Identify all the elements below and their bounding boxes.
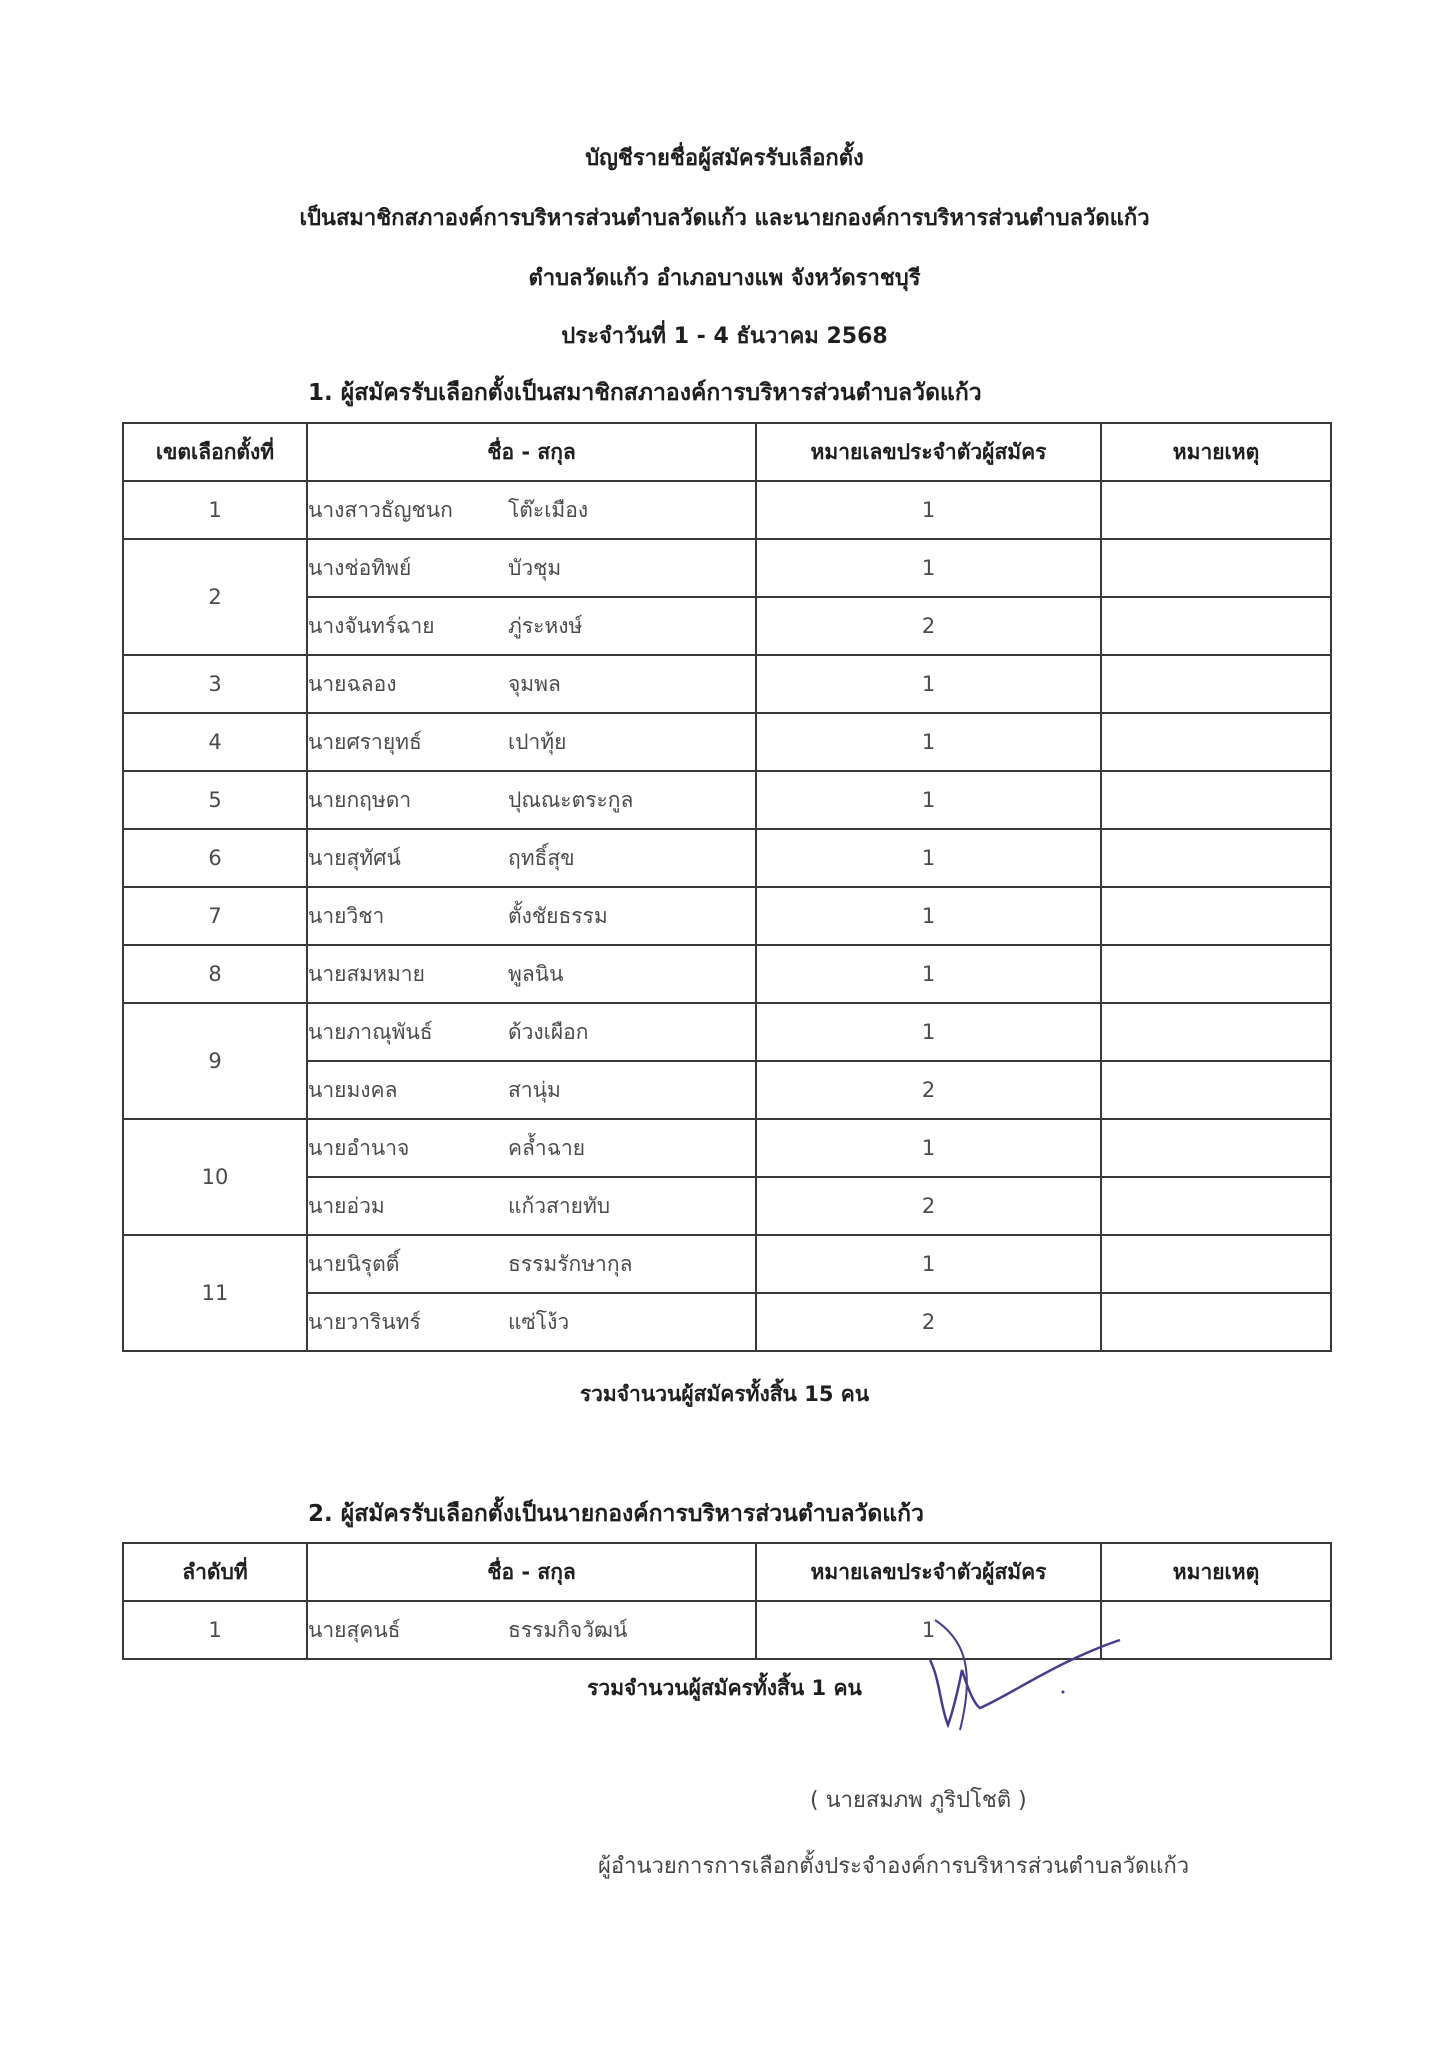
- candidate-first-name: นายวิชา: [308, 903, 385, 928]
- candidate-name: [307, 887, 756, 945]
- mayor-candidates-table: [122, 1542, 1332, 1660]
- document-title: บัญชีรายชื่อผู้สมัครรับเลือกตั้ง: [585, 146, 864, 171]
- candidate-remarks: [1101, 481, 1331, 539]
- candidate-remarks: [1101, 713, 1331, 771]
- date-line: ประจำวันที่ 1 - 4 ธันวาคม 2568: [561, 324, 888, 349]
- candidate-remarks: [1101, 1061, 1331, 1119]
- candidate-number: 1: [756, 481, 1101, 539]
- candidate-name: [307, 1177, 756, 1235]
- district-number: 10: [123, 1119, 307, 1235]
- column-header-number: หมายเลขประจำตัวผู้สมัคร: [756, 1543, 1101, 1601]
- candidate-number: 1: [756, 1003, 1101, 1061]
- candidate-remarks: [1101, 1177, 1331, 1235]
- candidate-last-name: แซ่โง้ว: [508, 1309, 570, 1334]
- section1-heading: 1. ผู้สมัครรับเลือกตั้งเป็นสมาชิกสภาองค์การบริหารส่วนตำบลวัดแก้ว: [308, 380, 982, 406]
- candidate-first-name: นายสุคนธ์: [308, 1617, 401, 1642]
- signature-dot: [1062, 1691, 1065, 1694]
- candidate-last-name: จุมพล: [508, 671, 561, 696]
- column-header-order: ลำดับที่: [123, 1543, 307, 1601]
- table-row: [123, 655, 1331, 713]
- column-header-name: ชื่อ - สกุล: [307, 1543, 756, 1601]
- column-header-remarks: หมายเหตุ: [1101, 1543, 1331, 1601]
- candidate-first-name: นายอ่วม: [308, 1193, 385, 1218]
- column-header-number: หมายเลขประจำตัวผู้สมัคร: [756, 423, 1101, 481]
- candidate-name: [307, 539, 756, 597]
- candidate-first-name: นายวารินทร์: [308, 1309, 421, 1334]
- candidate-first-name: นายกฤษดา: [308, 787, 412, 812]
- candidate-number: 2: [756, 1293, 1101, 1351]
- candidate-number: 1: [756, 887, 1101, 945]
- table-row: [123, 1003, 1331, 1061]
- document-subtitle: เป็นสมาชิกสภาองค์การบริหารส่วนตำบลวัดแก้ว และนายกองค์การบริหารส่วนตำบลวัดแก้ว: [299, 206, 1150, 231]
- candidate-remarks: [1101, 1293, 1331, 1351]
- candidate-name: [307, 945, 756, 1003]
- section2-heading: 2. ผู้สมัครรับเลือกตั้งเป็นนายกองค์การบริหารส่วนตำบลวัดแก้ว: [308, 1501, 924, 1527]
- table-row: [123, 945, 1331, 1003]
- table-row: [123, 829, 1331, 887]
- candidate-last-name: ธรรมกิจวัฒน์: [508, 1617, 628, 1642]
- candidate-first-name: นายฉลอง: [308, 671, 397, 696]
- candidate-number: 1: [756, 1601, 1101, 1659]
- district-number: 3: [123, 655, 307, 713]
- candidate-name: [307, 1293, 756, 1351]
- district-number: 1: [123, 481, 307, 539]
- district-number: 5: [123, 771, 307, 829]
- candidate-remarks: [1101, 1119, 1331, 1177]
- candidate-first-name: นางสาวธัญชนก: [308, 497, 453, 522]
- candidate-first-name: นายอำนาจ: [308, 1135, 410, 1160]
- candidate-last-name: ภู่ระหงษ์: [508, 613, 583, 638]
- district-number: 9: [123, 1003, 307, 1119]
- council-candidates-table: [122, 422, 1332, 1352]
- candidate-remarks: [1101, 1003, 1331, 1061]
- candidate-number: 1: [756, 713, 1101, 771]
- candidate-last-name: บัวชุม: [508, 555, 562, 580]
- candidate-first-name: นายมงคล: [308, 1077, 398, 1102]
- district-number: 11: [123, 1235, 307, 1351]
- candidate-remarks: [1101, 945, 1331, 1003]
- candidate-number: 1: [756, 945, 1101, 1003]
- candidate-name: [307, 1601, 756, 1659]
- table-row: [123, 887, 1331, 945]
- table-row: [123, 1601, 1331, 1659]
- candidate-name: [307, 829, 756, 887]
- candidate-number: 1: [756, 539, 1101, 597]
- column-header-name: ชื่อ - สกุล: [307, 423, 756, 481]
- candidate-number: 1: [756, 771, 1101, 829]
- table-row: [123, 481, 1331, 539]
- signature-scribble: [920, 1610, 1140, 1760]
- candidate-name: [307, 655, 756, 713]
- candidate-name: [307, 481, 756, 539]
- candidate-name: [307, 597, 756, 655]
- candidate-first-name: นางช่อทิพย์: [308, 555, 412, 580]
- candidate-number: 1: [756, 829, 1101, 887]
- candidate-last-name: ธรรมรักษากุล: [508, 1251, 633, 1276]
- district-number: 4: [123, 713, 307, 771]
- table-row: [123, 1119, 1331, 1177]
- candidate-last-name: ฤทธิ์สุข: [508, 845, 575, 870]
- candidate-name: [307, 1119, 756, 1177]
- candidate-name: [307, 1235, 756, 1293]
- candidate-first-name: นายนิรุตติ์: [308, 1251, 400, 1276]
- column-header-remarks: หมายเหตุ: [1101, 423, 1331, 481]
- candidate-number: 2: [756, 1061, 1101, 1119]
- candidate-number: 1: [756, 1235, 1101, 1293]
- signature-stroke: [930, 1640, 1120, 1725]
- candidate-number: 1: [756, 655, 1101, 713]
- table-row: [123, 1235, 1331, 1293]
- candidate-first-name: นายศรายุทธ์: [308, 729, 422, 754]
- candidate-remarks: [1101, 829, 1331, 887]
- candidate-name: [307, 1003, 756, 1061]
- candidate-first-name: นางจันทร์ฉาย: [308, 613, 435, 638]
- table-row: [123, 771, 1331, 829]
- candidate-first-name: นายสมหมาย: [308, 961, 425, 986]
- candidate-number: 1: [756, 1119, 1101, 1177]
- candidate-last-name: พูลนิน: [508, 961, 564, 986]
- candidate-last-name: ด้วงเผือก: [508, 1019, 589, 1044]
- candidate-remarks: [1101, 539, 1331, 597]
- candidate-last-name: โต๊ะเมือง: [508, 497, 589, 522]
- candidate-remarks: [1101, 887, 1331, 945]
- candidate-remarks: [1101, 1235, 1331, 1293]
- table-header-row: [123, 1543, 1331, 1601]
- table-row: [123, 539, 1331, 597]
- candidate-last-name: เปาทุ้ย: [508, 729, 567, 754]
- candidate-first-name: นายสุทัศน์: [308, 845, 401, 870]
- location-line: ตำบลวัดแก้ว อำเภอบางแพ จังหวัดราชบุรี: [528, 266, 921, 291]
- candidate-last-name: ปุณณะตระกูล: [508, 787, 634, 812]
- section2-total: รวมจำนวนผู้สมัครทั้งสิ้น 1 คน: [587, 1676, 862, 1700]
- district-number: 8: [123, 945, 307, 1003]
- candidate-name: [307, 1061, 756, 1119]
- table-header-row: [123, 423, 1331, 481]
- candidate-number: 2: [756, 1177, 1101, 1235]
- candidate-last-name: คล้ำฉาย: [508, 1135, 586, 1160]
- district-number: 7: [123, 887, 307, 945]
- signatory-title: ผู้อำนวยการการเลือกตั้งประจำองค์การบริหารส่วนตำบลวัดแก้ว: [598, 1854, 1190, 1879]
- column-header-district: เขตเลือกตั้งที่: [123, 423, 307, 481]
- signatory-name: ( นายสมภพ ภูริปโชติ ): [810, 1788, 1027, 1813]
- candidate-last-name: ตั้งชัยธรรม: [508, 903, 608, 928]
- candidate-last-name: สานุ่ม: [508, 1077, 561, 1102]
- district-number: 2: [123, 539, 307, 655]
- table-row: [123, 713, 1331, 771]
- candidate-remarks: [1101, 655, 1331, 713]
- candidate-number: 2: [756, 597, 1101, 655]
- candidate-remarks: [1101, 771, 1331, 829]
- district-number: 6: [123, 829, 307, 887]
- candidate-last-name: แก้วสายทับ: [508, 1193, 611, 1218]
- section1-total: รวมจำนวนผู้สมัครทั้งสิ้น 15 คน: [579, 1382, 870, 1406]
- candidate-first-name: นายภาณุพันธ์: [308, 1019, 433, 1044]
- candidate-name: [307, 771, 756, 829]
- candidate-name: [307, 713, 756, 771]
- candidate-remarks: [1101, 597, 1331, 655]
- order-number: 1: [123, 1601, 307, 1659]
